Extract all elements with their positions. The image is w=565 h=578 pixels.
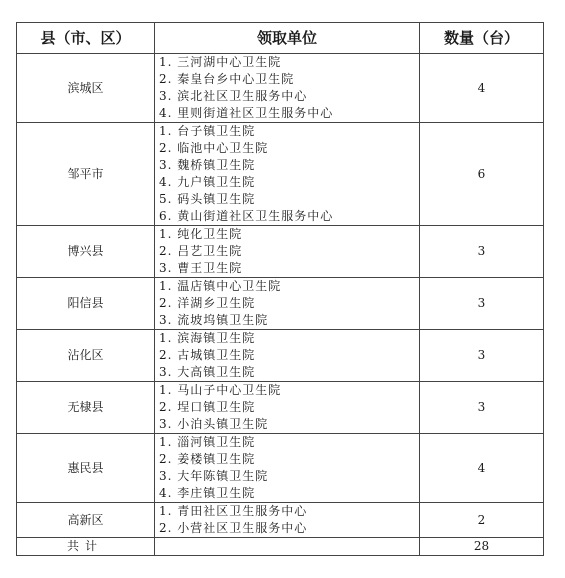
header-quantity: 数量（台） (420, 23, 544, 54)
unit-item: 3. 大高镇卫生院 (159, 365, 256, 379)
quantity-cell: 4 (420, 54, 544, 123)
units-cell (155, 503, 420, 538)
unit-item: 2. 洋湖乡卫生院 (159, 296, 256, 310)
table-row (17, 123, 544, 226)
unit-item: 1. 马山子中心卫生院 (159, 383, 282, 397)
units-cell (155, 54, 420, 123)
unit-item: 4. 李庄镇卫生院 (159, 486, 256, 500)
total-empty-cell (155, 538, 420, 556)
table-header-row (17, 23, 544, 54)
table-row (17, 226, 544, 278)
units-cell (155, 434, 420, 503)
unit-item: 2. 吕艺卫生院 (159, 244, 243, 258)
unit-item: 2. 秦皇台乡中心卫生院 (159, 72, 295, 86)
total-quantity: 28 (420, 538, 544, 556)
unit-item: 6. 黄山街道社区卫生服务中心 (159, 209, 334, 223)
county-cell: 博兴县 (17, 226, 155, 278)
table-row (17, 330, 544, 382)
table-row (17, 434, 544, 503)
table-row (17, 54, 544, 123)
table-row (17, 278, 544, 330)
quantity-cell: 6 (420, 123, 544, 226)
unit-item: 1. 纯化卫生院 (159, 227, 243, 241)
total-row (17, 538, 544, 556)
table-body (17, 54, 544, 556)
unit-item: 3. 小泊头镇卫生院 (159, 417, 269, 431)
unit-item: 1. 淄河镇卫生院 (159, 435, 256, 449)
total-label: 共计 (17, 538, 155, 556)
header-unit: 领取单位 (155, 23, 420, 54)
table-row (17, 382, 544, 434)
quantity-cell: 4 (420, 434, 544, 503)
unit-item: 3. 滨北社区卫生服务中心 (159, 89, 308, 103)
units-cell (155, 382, 420, 434)
county-cell: 滨城区 (17, 54, 155, 123)
county-cell: 无棣县 (17, 382, 155, 434)
unit-item: 4. 里则街道社区卫生服务中心 (159, 106, 334, 120)
units-cell (155, 123, 420, 226)
unit-item: 5. 码头镇卫生院 (159, 192, 256, 206)
county-cell: 阳信县 (17, 278, 155, 330)
header-county: 县（市、区） (17, 23, 155, 54)
unit-item: 1. 温店镇中心卫生院 (159, 279, 282, 293)
unit-item: 1. 台子镇卫生院 (159, 124, 256, 138)
unit-item: 1. 滨海镇卫生院 (159, 331, 256, 345)
quantity-cell: 2 (420, 503, 544, 538)
quantity-cell: 3 (420, 382, 544, 434)
quantity-cell: 3 (420, 278, 544, 330)
units-cell (155, 330, 420, 382)
county-cell: 高新区 (17, 503, 155, 538)
table-row (17, 503, 544, 538)
unit-item: 1. 青田社区卫生服务中心 (159, 504, 308, 518)
unit-item: 3. 大年陈镇卫生院 (159, 469, 269, 483)
units-cell (155, 226, 420, 278)
county-cell: 惠民县 (17, 434, 155, 503)
county-cell: 沾化区 (17, 330, 155, 382)
quantity-cell: 3 (420, 226, 544, 278)
unit-item: 4. 九户镇卫生院 (159, 175, 256, 189)
unit-item: 3. 曹王卫生院 (159, 261, 243, 275)
units-cell (155, 278, 420, 330)
quantity-cell: 3 (420, 330, 544, 382)
unit-item: 2. 古城镇卫生院 (159, 348, 256, 362)
allocation-table (16, 22, 544, 556)
unit-item: 2. 姜楼镇卫生院 (159, 452, 256, 466)
unit-item: 2. 临池中心卫生院 (159, 141, 269, 155)
unit-item: 3. 流坡坞镇卫生院 (159, 313, 269, 327)
unit-item: 3. 魏桥镇卫生院 (159, 158, 256, 172)
county-cell: 邹平市 (17, 123, 155, 226)
unit-item: 2. 埕口镇卫生院 (159, 400, 256, 414)
unit-item: 2. 小营社区卫生服务中心 (159, 521, 308, 535)
unit-item: 1. 三河湖中心卫生院 (159, 55, 282, 69)
